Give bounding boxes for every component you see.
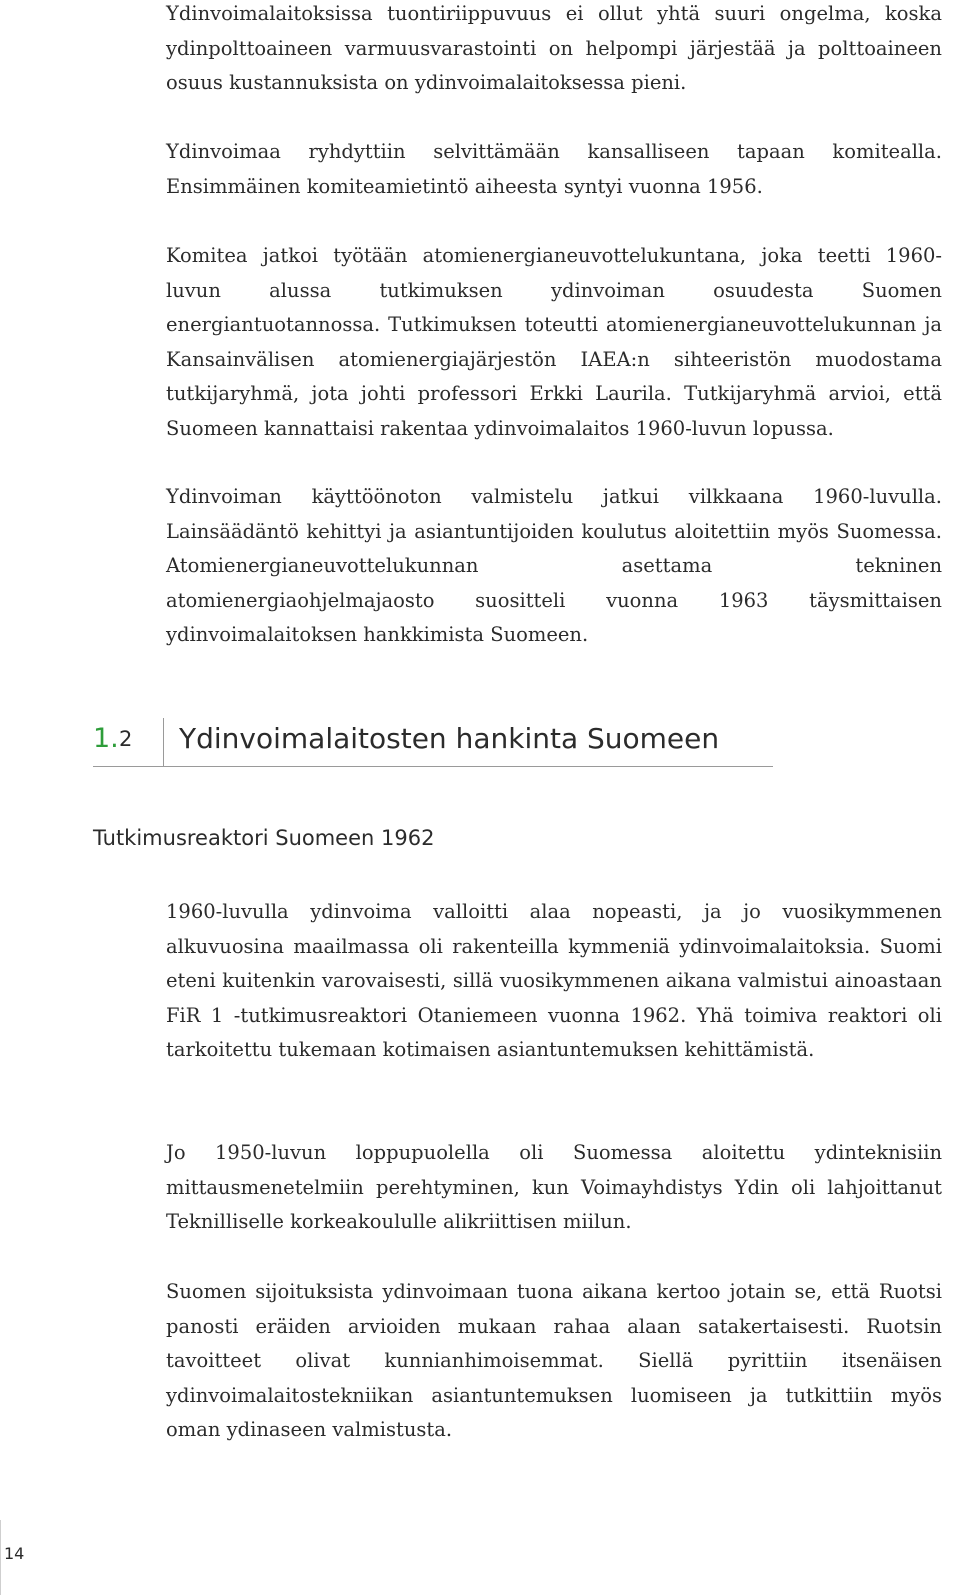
subheading: Tutkimusreaktori Suomeen 1962 (93, 826, 435, 850)
body-paragraph: Komitea jatkoi työtään atomienergianeuvottelukuntana, joka teetti 1960-luvun alussa tutkimuksen ydinvoiman osuudesta Suomen energiantuotannossa. Tutkimuksen toteutti atomienergianeuvottelukunnan ja Kansainvälisen atomienergiajärjestön IAEA:n sihteeristön muodostama tutkijaryhmä, jota johti professori Erkki Laurila. Tutkijaryhmä arvioi, että Suomeen kannattaisi rakentaa ydinvoimalaitos 1960-luvun lopussa. (166, 244, 942, 440)
section-number-major: 1. (93, 723, 119, 754)
body-paragraph: Ydinvoiman käyttöönoton valmistelu jatkui vilkkaana 1960-luvulla. Lainsäädäntö kehittyi ja asiantuntijoiden koulutus aloitettiin myös Suomessa. Atomienergianeuvottelukunnan asettama tekninen atomienergiaohjelmajaosto suositteli vuonna 1963 täysmittaisen ydinvoimalaitoksen hankkimista Suomeen. (166, 485, 942, 647)
body-paragraph: 1960-luvulla ydinvoima valloitti alaa nopeasti, ja jo vuosikymmenen alkuvuosina maailmassa oli rakenteilla kymmeniä ydinvoimalaitoksia. Suomi eteni kuitenkin varovaisesti, sillä vuosikymmenen aikana valmistui ainoastaan FiR 1 -tutkimusreaktori Otaniemeen vuonna 1962. Yhä toimiva reaktori oli tarkoitettu tukemaan kotimaisen asiantuntemuksen kehittämistä. (166, 900, 942, 1062)
section-title: Ydinvoimalaitosten hankinta Suomeen (179, 722, 720, 755)
page-margin-rule (0, 1520, 1, 1595)
body-paragraph: Ydinvoimalaitoksissa tuontiriippuvuus ei ollut yhtä suuri ongelma, koska ydinpolttoaineen varmuusvarastointi on helpompi järjestää ja polttoaineen osuus kustannuksista on ydinvoimalaitoksessa pieni. (166, 2, 942, 95)
body-paragraph: Jo 1950-luvun loppupuolella oli Suomessa aloitettu ydinteknisiin mittausmenetelmiin perehtyminen, kun Voimayhdistys Ydin oli lahjoittanut Teknilliselle korkeakoululle alikriittisen miilun. (166, 1141, 942, 1234)
section-number-minor: 2 (119, 727, 133, 751)
section-divider (163, 718, 164, 766)
body-paragraph: Ydinvoimaa ryhdyttiin selvittämään kansalliseen tapaan komitealla. Ensimmäinen komiteamietintö aiheesta syntyi vuonna 1956. (166, 140, 942, 198)
section-heading (93, 718, 773, 767)
page-number: 14 (4, 1544, 25, 1563)
body-paragraph: Suomen sijoituksista ydinvoimaan tuona aikana kertoo jotain se, että Ruotsi panosti eräiden arvioiden mukaan rahaa alaan satakertaisesti. Ruotsin tavoitteet olivat kunnianhimoisemmat. Siellä pyrittiin itsenäisen ydinvoimalaitostekniikan asiantuntemuksen luomiseen ja tutkittiin myös oman ydinaseen valmistusta. (166, 1280, 942, 1442)
